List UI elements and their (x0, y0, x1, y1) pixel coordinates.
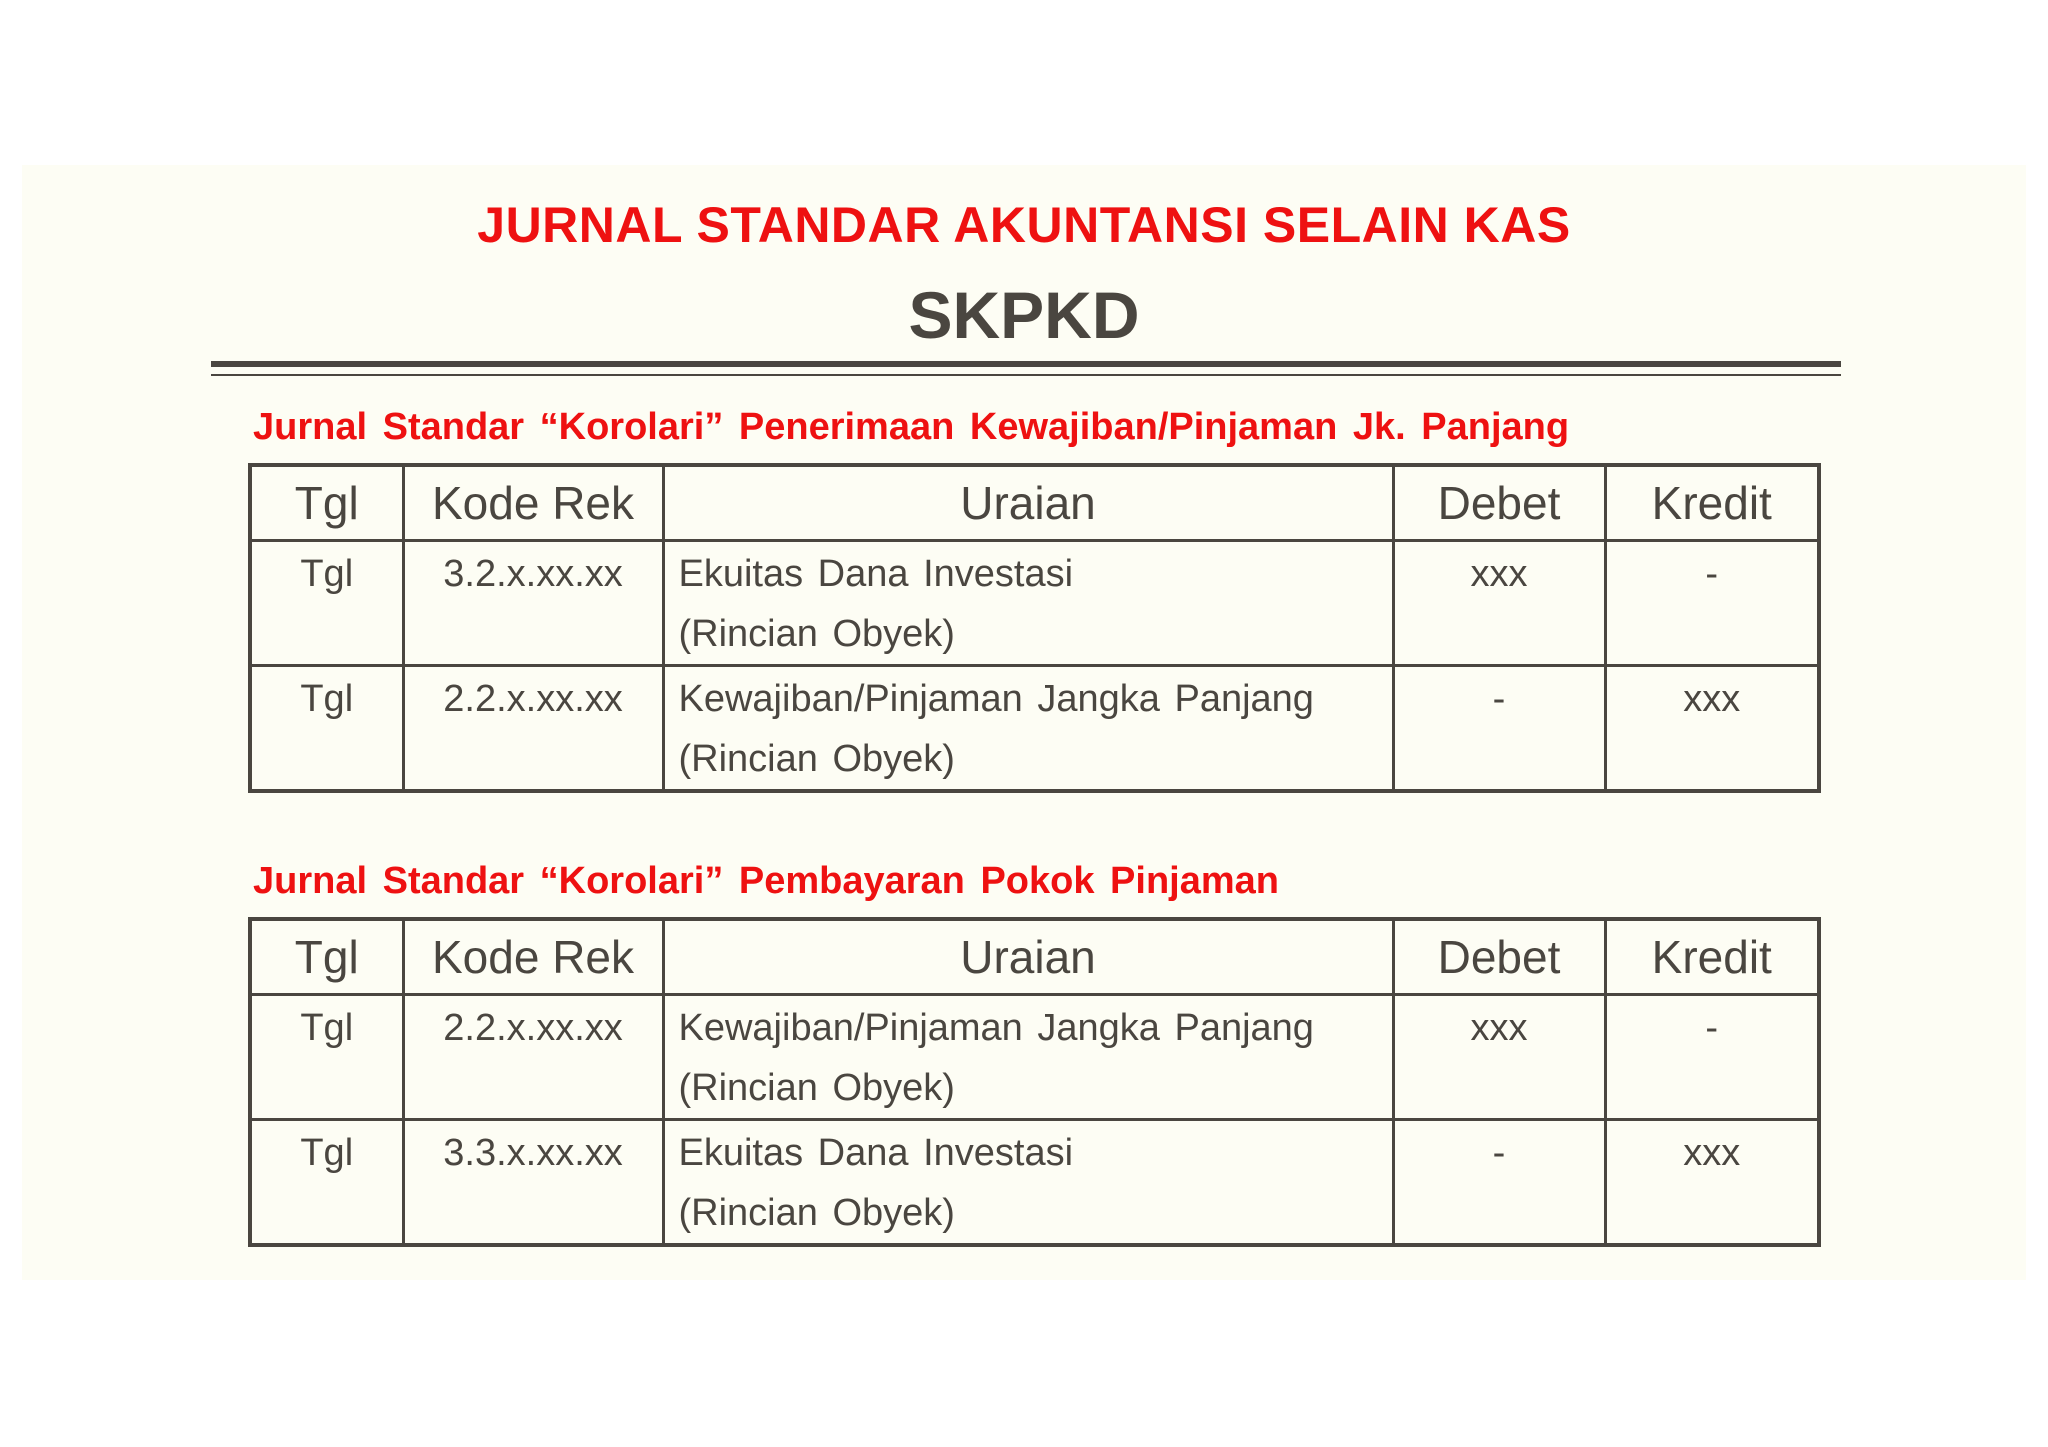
uraian-account-name: Kewajiban/Pinjaman Jangka Panjang (678, 1007, 1314, 1049)
cell-kredit: xxx (1605, 1120, 1819, 1246)
cell-tgl: Tgl (250, 995, 403, 1120)
table-row (250, 666, 1819, 792)
col-header-kredit: Kredit (1605, 919, 1819, 995)
title-divider-thick (211, 361, 1841, 367)
title-divider-thin (211, 374, 1841, 376)
cell-kredit: - (1605, 995, 1819, 1120)
cell-uraian (663, 666, 1393, 792)
col-header-tgl: Tgl (250, 465, 403, 541)
col-header-kredit: Kredit (1605, 465, 1819, 541)
uraian-account-name: Ekuitas Dana Investasi (678, 553, 1074, 595)
cell-kredit: xxx (1605, 666, 1819, 792)
table-row (250, 541, 1819, 666)
col-header-tgl: Tgl (250, 919, 403, 995)
section-title-penerimaan: Jurnal Standar “Korolari” Penerimaan Kewajiban/Pinjaman Jk. Panjang (253, 406, 1570, 448)
cell-kode-rek: 3.3.x.xx.xx (403, 1120, 663, 1246)
uraian-detail: (Rincian Obyek) (678, 738, 955, 780)
cell-tgl: Tgl (250, 666, 403, 792)
col-header-uraian: Uraian (663, 919, 1393, 995)
uraian-detail: (Rincian Obyek) (678, 613, 955, 655)
col-header-kode-rek: Kode Rek (403, 465, 663, 541)
cell-uraian (663, 541, 1393, 666)
journal-table-penerimaan (248, 463, 1821, 793)
cell-uraian (663, 1120, 1393, 1246)
col-header-debet: Debet (1393, 465, 1605, 541)
journal-table-pembayaran (248, 917, 1821, 1247)
table-header-row (250, 919, 1819, 995)
section-title-pembayaran: Jurnal Standar “Korolari” Pembayaran Pokok Pinjaman (253, 860, 1279, 902)
page-title: JURNAL STANDAR AKUNTANSI SELAIN KAS (477, 197, 1571, 253)
table-row (250, 995, 1819, 1120)
cell-tgl: Tgl (250, 541, 403, 666)
table-header-row (250, 465, 1819, 541)
cell-tgl: Tgl (250, 1120, 403, 1246)
cell-debet: xxx (1393, 995, 1605, 1120)
cell-kode-rek: 3.2.x.xx.xx (403, 541, 663, 666)
cell-debet: - (1393, 1120, 1605, 1246)
uraian-detail: (Rincian Obyek) (678, 1067, 955, 1109)
uraian-account-name: Ekuitas Dana Investasi (678, 1132, 1074, 1174)
col-header-uraian: Uraian (663, 465, 1393, 541)
cell-debet: xxx (1393, 541, 1605, 666)
uraian-detail: (Rincian Obyek) (678, 1192, 955, 1234)
cell-kredit: - (1605, 541, 1819, 666)
table-row (250, 1120, 1819, 1246)
cell-debet: - (1393, 666, 1605, 792)
col-header-debet: Debet (1393, 919, 1605, 995)
cell-kode-rek: 2.2.x.xx.xx (403, 995, 663, 1120)
col-header-kode-rek: Kode Rek (403, 919, 663, 995)
cell-uraian (663, 995, 1393, 1120)
cell-kode-rek: 2.2.x.xx.xx (403, 666, 663, 792)
uraian-account-name: Kewajiban/Pinjaman Jangka Panjang (678, 678, 1314, 720)
page-subtitle: SKPKD (908, 278, 1140, 352)
